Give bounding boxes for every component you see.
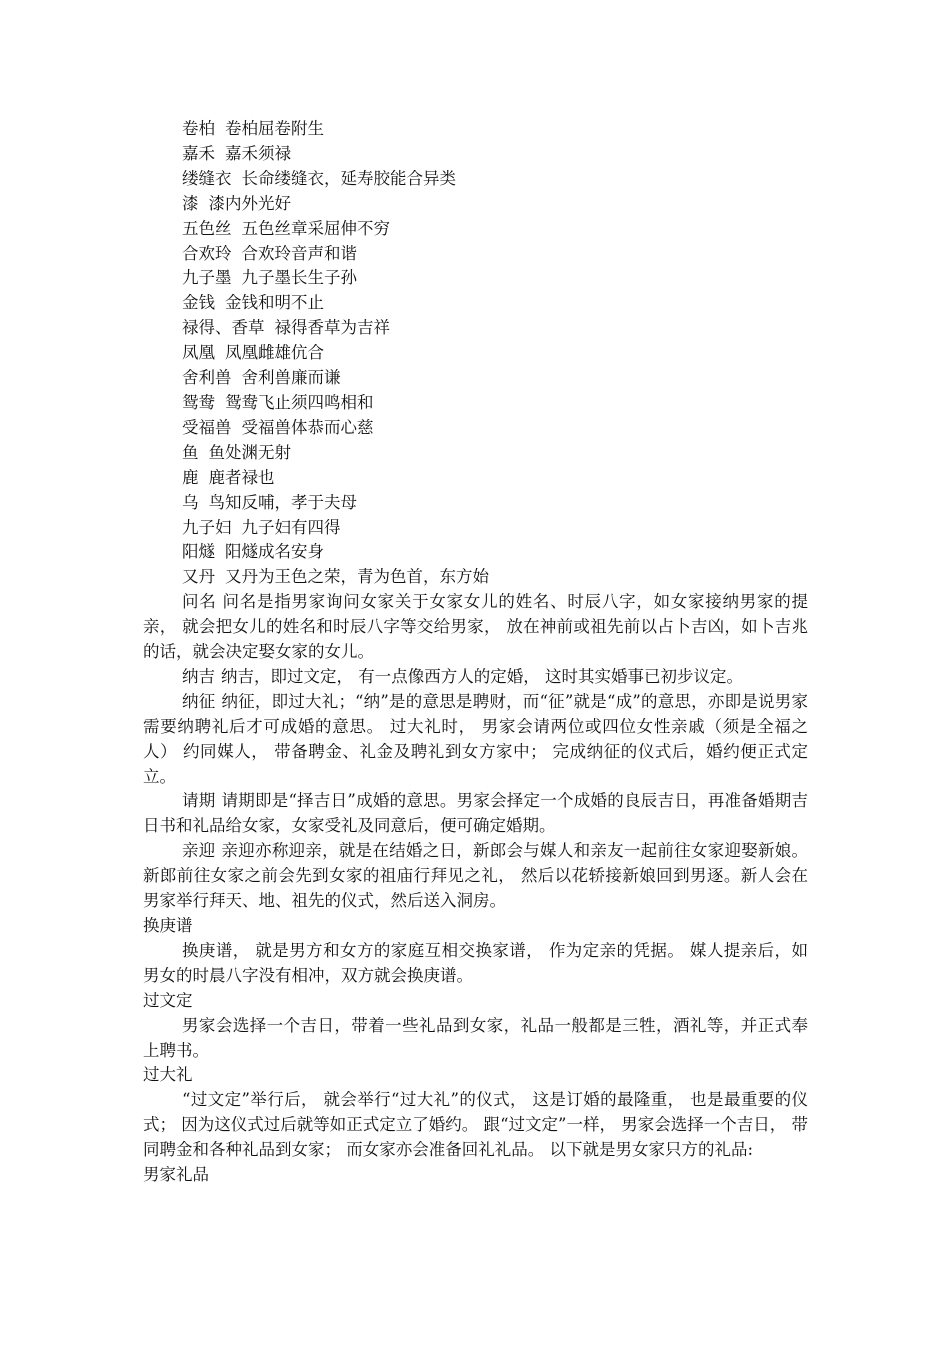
list-item bbox=[143, 441, 808, 466]
rite-term: 纳吉 bbox=[182, 666, 215, 686]
item-desc: 金钱和明不止 bbox=[225, 293, 324, 313]
rite-text: 亲迎亦称迎亲，就是在结婚之日，新郎会与媒人和亲友一起前往女家迎娶新娘。新郎前往女家之前会先到女家的祖庙行拜见之礼， 然后以花轿接新娘回到男逐。新人会在男家举行拜天、地、祖先的仪式，然后送入洞房。 bbox=[143, 841, 809, 911]
item-term: 鹿 bbox=[182, 467, 199, 487]
section-paragraph-guowending: 男家会选择一个吉日，带着一些礼品到女家，礼品一般都是三牲，酒礼等，并正式奉上聘书。 bbox=[143, 1015, 808, 1060]
rite-term: 纳征 bbox=[182, 691, 216, 711]
list-item bbox=[143, 466, 808, 491]
section-paragraph-guodali: “过文定”举行后， 就会举行“过大礼”的仪式， 这是订婚的最隆重， 也是最重要的仪式； 因为这仪式过后就等如正式定立了婚约。 跟“过文定”一样， 男家会选择一个吉日， 带同聘金和各种礼品到女家； 而女家亦会准备回礼礼品。 以下就是男女家只方的礼品: bbox=[143, 1090, 808, 1160]
item-desc: 九子妇有四得 bbox=[241, 517, 341, 537]
item-term: 九子墨 bbox=[182, 268, 232, 288]
item-desc: 鱼处渊无射 bbox=[208, 442, 291, 462]
list-item bbox=[143, 266, 808, 291]
item-term: 金钱 bbox=[182, 293, 215, 313]
section-heading-groom-gifts: 男家礼品 bbox=[143, 1165, 209, 1185]
item-desc: 嘉禾须禄 bbox=[225, 143, 291, 163]
item-term: 合欢玲 bbox=[182, 243, 232, 263]
item-term: 阳燧 bbox=[182, 542, 215, 562]
item-term: 舍利兽 bbox=[182, 368, 232, 388]
item-term: 嘉禾 bbox=[182, 143, 215, 163]
item-term: 鱼 bbox=[182, 442, 199, 462]
item-term: 九子妇 bbox=[182, 517, 232, 537]
item-desc: 鸟知反哺，孝于夫母 bbox=[208, 492, 357, 512]
list-item bbox=[143, 565, 808, 590]
list-item bbox=[143, 242, 808, 267]
rite-text: 纳吉，即过文定， 有一点像西方人的定婚， 这时其实婚事已初步议定。 bbox=[221, 666, 743, 686]
section-heading-guodali: 过大礼 bbox=[143, 1065, 193, 1085]
section-heading-huangengpu: 换庚谱 bbox=[143, 916, 193, 935]
item-term: 五色丝 bbox=[182, 218, 232, 238]
item-term: 鸳鸯 bbox=[182, 392, 215, 412]
section-heading-guowending: 过文定 bbox=[143, 990, 193, 1010]
item-desc: 五色丝章采屈伸不穷 bbox=[241, 218, 390, 238]
item-term: 漆 bbox=[182, 193, 199, 213]
item-desc: 九子墨长生子孙 bbox=[241, 268, 357, 288]
list-item bbox=[143, 167, 808, 192]
list-item bbox=[143, 316, 808, 341]
item-desc: 受福兽体恭而心慈 bbox=[241, 417, 374, 437]
item-term: 又丹 bbox=[182, 567, 215, 587]
item-desc: 漆内外光好 bbox=[208, 193, 291, 213]
list-item bbox=[143, 341, 808, 366]
list-item bbox=[143, 491, 808, 516]
list-item bbox=[143, 217, 808, 242]
list-item bbox=[143, 391, 808, 416]
rite-text: 请期即是“择吉日”成婚的意思。男家会择定一个成婚的良辰吉日，再准备婚期吉日书和礼品给女家，女家受礼及同意后，便可确定婚期。 bbox=[143, 791, 809, 836]
item-term: 受福兽 bbox=[182, 417, 232, 437]
item-desc: 舍利兽廉而谦 bbox=[241, 368, 341, 388]
list-item bbox=[143, 192, 808, 217]
item-desc: 鸳鸯飞止须四鸣相和 bbox=[225, 392, 374, 412]
list-item bbox=[143, 291, 808, 316]
rite-paragraph-nazheng bbox=[143, 690, 808, 790]
item-term: 卷柏 bbox=[182, 119, 215, 138]
section-paragraph-huangengpu: 换庚谱， 就是男方和女方的家庭互相交换家谱， 作为定亲的凭据。 媒人提亲后，如男女的时晨八字没有相冲，双方就会换庚谱。 bbox=[143, 940, 808, 985]
item-desc: 长命缕缝衣，延寿胶能合异类 bbox=[241, 168, 456, 188]
rite-term: 问名 bbox=[182, 592, 217, 612]
rite-text: 问名是指男家询问女家关于女家女儿的姓名、时辰八字，如女家接纳男家的提亲， 就会把女儿的姓名和时辰八字等交给男家， 放在神前或祖先前以占卜吉凶，如卜吉兆的话，就会决定娶女家的女儿。 bbox=[143, 592, 809, 662]
list-item bbox=[143, 117, 808, 142]
list-item bbox=[143, 366, 808, 391]
item-term: 乌 bbox=[182, 492, 199, 512]
rite-paragraph-wenming bbox=[143, 590, 808, 665]
rite-paragraph-qingqi bbox=[143, 789, 808, 839]
item-term: 凤凰 bbox=[182, 343, 215, 363]
item-desc: 阳燧成名安身 bbox=[225, 542, 324, 562]
rite-paragraph-naji bbox=[143, 665, 808, 690]
item-desc: 鹿者禄也 bbox=[208, 467, 275, 487]
item-desc: 合欢玲音声和谐 bbox=[241, 243, 357, 263]
rite-paragraph-qinying bbox=[143, 839, 808, 914]
list-item bbox=[143, 516, 808, 541]
rite-term: 请期 bbox=[182, 791, 216, 811]
item-term: 禄得、香草 bbox=[182, 318, 265, 338]
rite-text: 纳征，即过大礼；“纳”是的意思是聘财，而“征”就是“成”的意思，亦即是说男家需要纳聘礼后才可成婚的意思。 过大礼时， 男家会请两位或四位女性亲戚（须是全福之人） 约同媒人， 带备聘金、礼金及聘礼到女方家中； 完成纳征的仪式后，婚约便正式定立。 bbox=[143, 691, 808, 786]
item-desc: 卷柏屈卷附生 bbox=[225, 119, 324, 138]
item-term: 缕缝衣 bbox=[182, 168, 232, 188]
list-item bbox=[143, 540, 808, 565]
item-desc: 又丹为王色之荣，青为色首，东方始 bbox=[225, 567, 489, 587]
item-desc: 禄得香草为吉祥 bbox=[274, 318, 390, 338]
list-item bbox=[143, 416, 808, 441]
item-desc: 凤凰雌雄伉合 bbox=[225, 343, 324, 363]
rite-term: 亲迎 bbox=[182, 841, 216, 861]
list-item bbox=[143, 142, 808, 167]
document-body bbox=[143, 117, 808, 1188]
